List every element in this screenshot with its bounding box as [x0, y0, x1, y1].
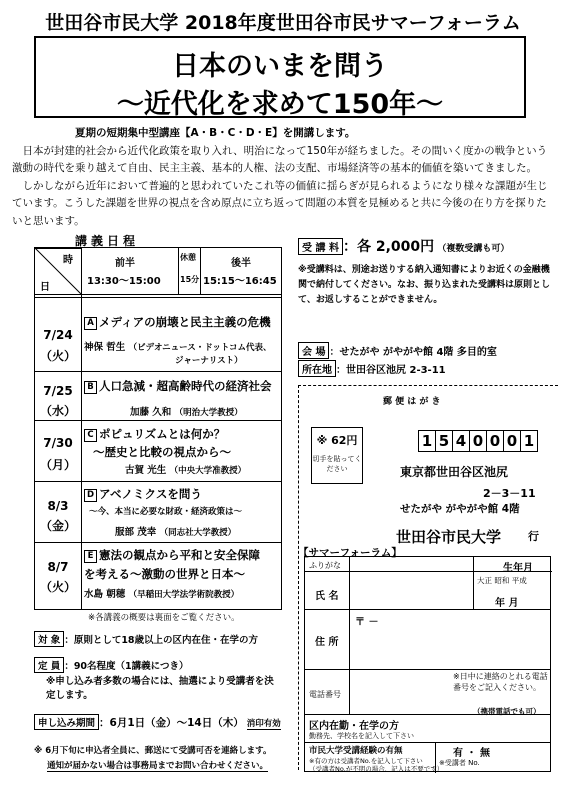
speaker-name: 神保 哲生 [84, 342, 126, 353]
stamp-price: ※ 62円 [316, 434, 358, 447]
lecture-speaker [130, 404, 326, 418]
lecture-title [84, 486, 280, 502]
lecture-speaker [84, 586, 280, 600]
zip-digit: 5 [435, 430, 453, 452]
head-first-time: 13:30～15:00 [87, 276, 161, 287]
target-value: ：原則として18歳以上の区内在住・在学の方 [64, 635, 259, 646]
addr3: せたがや がやがや館 4階 [400, 503, 520, 515]
tel-note: ※日中に連絡のとれる電話番号をご記入ください。 [453, 672, 548, 692]
address-label: 所在地 [298, 360, 336, 377]
period-tail: 消印有効 [246, 719, 281, 729]
speaker-aff2: ジャーナリスト） [175, 356, 243, 366]
recipient: 世田谷市民大学 [396, 528, 502, 546]
row-date: 8/3 [47, 499, 69, 513]
period-value: ：6月1日（金）～14日（木） [99, 717, 244, 729]
intro-p2: しかしながら近年において普遍的と思われていたこれ等の価値に揺らぎが見られるようになり様々な課題が生じています。こうした課題を世界の視点を含め原点に立ち返って問題の本質を見極めると共に今後の在り方を探りたいと思います。 [12, 179, 548, 227]
stamp-box [311, 427, 363, 484]
zip-mark[interactable]: 〒 － [355, 617, 379, 628]
schedule-title: 講義日程 [75, 234, 140, 248]
work-sub: 勤務先、学校名を記入して下さい [309, 732, 414, 740]
capacity-label: 定 員 [34, 657, 64, 673]
period-row [34, 714, 281, 730]
recipient-suffix: 行 [528, 530, 539, 543]
row-date: 8/7 [47, 560, 69, 574]
speaker-aff: （明治大学教授） [174, 408, 243, 418]
stamp-note: 切手を貼ってください [312, 455, 362, 473]
lecture-title2: を考える～激動の世界と日本～ [84, 567, 245, 581]
row-date: 7/30 [43, 436, 73, 450]
exp-value[interactable]: 有 ・ 無 [453, 748, 490, 759]
zip-digit: 0 [469, 430, 487, 452]
speaker-name: 水島 朝穂 [84, 589, 126, 600]
head-first: 前半 [115, 258, 135, 269]
work-label: 区内在勤・在学の方 [309, 721, 399, 732]
lecture-code: B [84, 381, 97, 394]
speaker-aff: （早稲田大学法学術院教授） [128, 590, 240, 600]
lecture-code: D [84, 489, 97, 502]
lecture-title [84, 378, 280, 394]
title-box [34, 36, 526, 118]
lecture-title [84, 547, 280, 563]
fee-sub: （複数受講も可） [437, 244, 510, 254]
head-break-min: 15分 [180, 275, 200, 284]
addr2: 2－3－11 [483, 487, 536, 500]
fee-row [298, 236, 509, 256]
period-label: 申し込み期間 [34, 714, 99, 730]
address-row [298, 360, 446, 377]
lecture-title-text: 憲法の観点から平和と安全保障 [99, 548, 260, 562]
exp-sub: ※有の方は受講者No.を記入して下さい [309, 757, 423, 765]
lecture-code: C [84, 429, 97, 442]
fee-value: ：各 2,000円 [342, 239, 435, 255]
speaker-name: 服部 茂幸 [115, 527, 157, 538]
lecture-code: A [84, 317, 97, 330]
lecture-title-text: ポピュリズムとは何か？ [99, 427, 226, 441]
address-value: ：世田谷区池尻 2-3-11 [336, 365, 446, 376]
notice1: ※ 6月下旬に申込者全員に、郵送にて受講可否を連絡します。 [34, 746, 272, 756]
lecture-title2: ～歴史と比較の視点から～ [93, 445, 231, 459]
venue-value: ：せたがや がやがや館 4階 多目的室 [329, 347, 497, 358]
head-break: 休憩 [180, 253, 196, 262]
notice2: 通知が届かない場合は事務局までお問い合わせください。 [47, 761, 269, 771]
main-title: 日本のいまを問う [172, 51, 388, 82]
address-field-label: 住 所 [315, 637, 339, 648]
zip-digit: 1 [520, 430, 538, 452]
cut-line-h [298, 385, 558, 386]
speaker-aff: （中央大学准教授） [169, 466, 247, 476]
zip-digit: 0 [503, 430, 521, 452]
intro-lead: 夏期の短期集中型講座【A・B・C・D・E】を開講します。 [75, 127, 356, 139]
intro-p1: 日本が封建的社会から近代化政策を取り入れ、明治になって150年が経ちました。その間いく度かの戦争という激動の時代を乗り越えて自由、民主主義、基本的人権、法の支配、市場経済等の基本的価値を築いてきました。 [12, 144, 548, 174]
capacity-value: ：90名程度（1講義につき） [64, 661, 189, 672]
zip-code [418, 430, 537, 452]
intro [12, 125, 554, 230]
birth-label: 生年月 [503, 563, 533, 574]
name-label: 氏 名 [315, 591, 339, 602]
speaker-aff: （同志社大学教授） [159, 528, 237, 538]
fee-label: 受 講 料 [298, 238, 343, 255]
cut-line-v [298, 385, 299, 770]
era-options[interactable]: 大正 昭和 平成 [477, 576, 527, 585]
row-dow: （火） [39, 349, 76, 363]
lecture-title [84, 426, 280, 442]
target-label: 対 象 [34, 631, 64, 647]
lecture-title-text: アベノミクスを問う [99, 487, 202, 501]
addr1: 東京都世田谷区池尻 [400, 465, 509, 479]
lecture-title-text: 人口急減・超高齢時代の経済社会 [99, 379, 272, 393]
lecture-speaker [125, 462, 321, 476]
lecture-title2: ～今、本当に必要な財政・経済政策は～ [89, 507, 243, 517]
tel-note2: （携帯電話でも可） [473, 707, 541, 716]
postcard-title: 郵 便 は が き [383, 397, 441, 407]
lecture-speaker [84, 339, 280, 353]
head-time: 時 [63, 255, 73, 266]
header-title: 世田谷市民大学 2018年度世田谷市民サマーフォーラム [45, 12, 521, 34]
sub-title: ～近代化を求めて150年～ [116, 89, 444, 120]
schedule-note: ※各講義の概要は裏面をご覧ください。 [88, 613, 240, 623]
lecture-code: E [84, 550, 97, 563]
exp-label: 市民大学受講経験の有無 [309, 746, 403, 756]
member-no: ※受講者 No. [439, 759, 480, 767]
schedule-table [34, 247, 282, 610]
row-dow: （金） [39, 519, 76, 533]
application-form [304, 556, 551, 772]
head-day: 日 [40, 282, 50, 293]
tel-label: 電話番号 [309, 690, 341, 699]
capacity-note: ※申し込み者多数の場合には、抽選により受講者を決定します。 [46, 676, 274, 701]
furigana-label: ふりがな [309, 561, 341, 570]
venue-label: 会 場 [298, 342, 329, 359]
speaker-name: 古賀 光生 [125, 465, 167, 476]
row-dow: （月） [39, 458, 76, 472]
zip-digit: 0 [486, 430, 504, 452]
row-dow: （水） [39, 404, 76, 418]
row-date: 7/25 [43, 384, 73, 398]
row-dow: （火） [39, 580, 76, 594]
target-row [34, 631, 258, 647]
speaker-aff: （ビデオニュース・ドットコム代表、 [128, 343, 272, 353]
head-second-time: 15:15～16:45 [203, 276, 277, 287]
zip-digit: 1 [418, 430, 436, 452]
exp-sub2: （受講者No.が不明の場合、記入は不要です） [309, 765, 444, 773]
venue-row [298, 342, 497, 359]
lecture-speaker [115, 524, 311, 538]
fee-note: ※受講料は、別途お送りする納入通知書によりお近くの金融機関で納付してください。なお、振り込まれた受講料は原則として、お返しすることができません。 [298, 265, 551, 305]
capacity-row [34, 657, 188, 673]
row-date: 7/24 [43, 328, 73, 342]
head-second: 後半 [231, 258, 251, 269]
form-title: 【サマーフォーラム】 [298, 547, 402, 559]
zip-digit: 4 [452, 430, 470, 452]
speaker-name: 加藤 久和 [130, 407, 172, 418]
ym-label: 年 月 [495, 598, 519, 609]
lecture-title [84, 314, 280, 330]
lecture-title-text: メディアの崩壊と民主主義の危機 [99, 315, 271, 329]
